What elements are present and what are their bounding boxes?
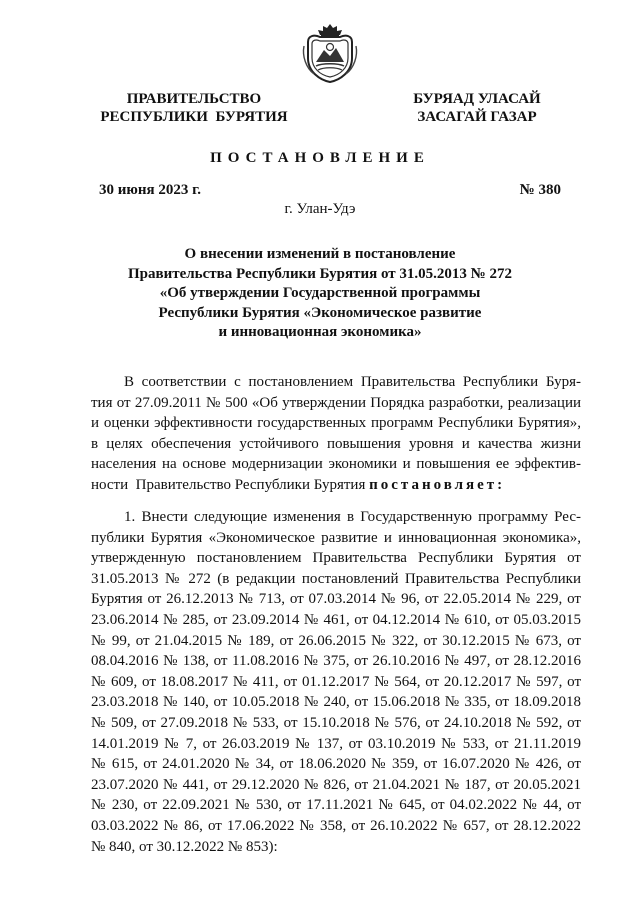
title-line: О внесении изменений в постановление — [184, 246, 456, 262]
document-date: 30 июня 2023 г. — [99, 182, 201, 198]
title-line: Республики Бурятия «Экономическое развитие — [158, 304, 482, 321]
document-type: ПОСТАНОВЛЕНИЕ — [210, 150, 430, 166]
text-line: публики Бурятия «Экономическое развитие и инновационная экономика», — [91, 529, 581, 546]
text-line: № 99, от 21.04.2015 № 189, от 26.06.2015 № 322, от 30.12.2015 № 673, от — [91, 632, 581, 649]
document-title — [120, 245, 520, 343]
resolves-keyword: постановляет: — [369, 476, 506, 493]
text-line: утвержденную постановлением Правительства Республики Бурятия от — [91, 550, 581, 567]
text-line: 23.06.2014 № 285, от 23.09.2014 № 461, от 04.12.2014 № 610, от 05.03.2015 — [91, 611, 581, 628]
issuer-name-line: ПРАВИТЕЛЬСТВО — [126, 91, 262, 107]
text-line: Бурятия от 26.12.2013 № 713, от 07.03.2014 № 96, от 22.05.2014 № 229, от — [91, 591, 581, 608]
title-line: и инновационная экономика» — [218, 324, 422, 340]
issuer-name-line: РЕСПУБЛИКИ БУРЯТИЯ — [100, 109, 288, 125]
document-number: № 380 — [519, 182, 561, 198]
text-line: 23.03.2018 № 140, от 10.05.2018 № 240, от 15.06.2018 № 335, от 18.09.2018 — [91, 694, 581, 711]
text-line: 31.05.2013 № 272 (в редакции постановлений Правительства Республики — [91, 570, 581, 587]
issuer-name-line: БУРЯАД УЛАСАЙ — [413, 91, 541, 107]
text-line: 03.03.2022 № 86, от 17.06.2022 № 358, от 26.10.2022 № 657, от 28.12.2022 — [91, 817, 581, 834]
text-line: тия от 27.09.2011 № 500 «Об утверждении Порядка разработки, реализации — [91, 394, 581, 411]
coat-of-arms-icon — [300, 22, 360, 84]
text-line: 14.01.2019 № 7, от 26.03.2019 № 137, от 03.10.2019 № 533, от 21.11.2019 — [91, 735, 581, 752]
text-line: населения на основе модернизации экономики и повышения ее эффектив- — [91, 456, 581, 473]
issuer-name-line: ЗАСАГАЙ ГАЗАР — [417, 109, 537, 125]
text-line: № 509, от 27.09.2018 № 533, от 15.10.2018 № 576, от 24.10.2018 № 592, от — [91, 714, 581, 731]
text-fragment: ности Правительство Республики Бурятия — [91, 476, 370, 493]
item-1-paragraph — [91, 507, 581, 857]
issuer-name-russian — [88, 90, 300, 126]
text-line: и оценки эффективности государственных программ Республики Бурятия», — [91, 415, 581, 432]
title-line: Правительства Республики Бурятия от 31.05.2013 № 272 — [127, 265, 512, 282]
title-line: «Об утверждении Государственной программы — [159, 285, 481, 301]
text-line — [91, 475, 581, 496]
issuer-name-buryat — [392, 90, 562, 126]
text-line: 23.07.2020 № 441, от 29.12.2020 № 826, от 21.04.2021 № 187, от 20.05.2021 — [91, 776, 581, 793]
text-line: 08.04.2016 № 138, от 11.08.2016 № 375, от 26.10.2016 № 497, от 28.12.2016 — [91, 653, 581, 670]
text-line: в целях обеспечения устойчивого повышения уровня и качества жизни — [91, 435, 581, 452]
document-city: г. Улан-Удэ — [284, 201, 356, 217]
text-line: № 840, от 30.12.2022 № 853): — [91, 838, 278, 855]
text-line: В соответствии с постановлением Правительства Республики Буря- — [124, 374, 581, 390]
text-line: 1. Внести следующие изменения в Государственную программу Рес- — [124, 509, 581, 525]
text-line: № 615, от 24.01.2020 № 34, от 18.06.2020 № 359, от 16.07.2020 № 426, от — [91, 756, 581, 773]
preamble-paragraph — [91, 372, 581, 496]
text-line: № 609, от 18.08.2017 № 411, от 01.12.2017 № 564, от 20.12.2017 № 597, от — [91, 673, 581, 690]
text-line: № 230, от 22.09.2021 № 530, от 17.11.2021 № 645, от 04.02.2022 № 44, от — [91, 797, 581, 814]
